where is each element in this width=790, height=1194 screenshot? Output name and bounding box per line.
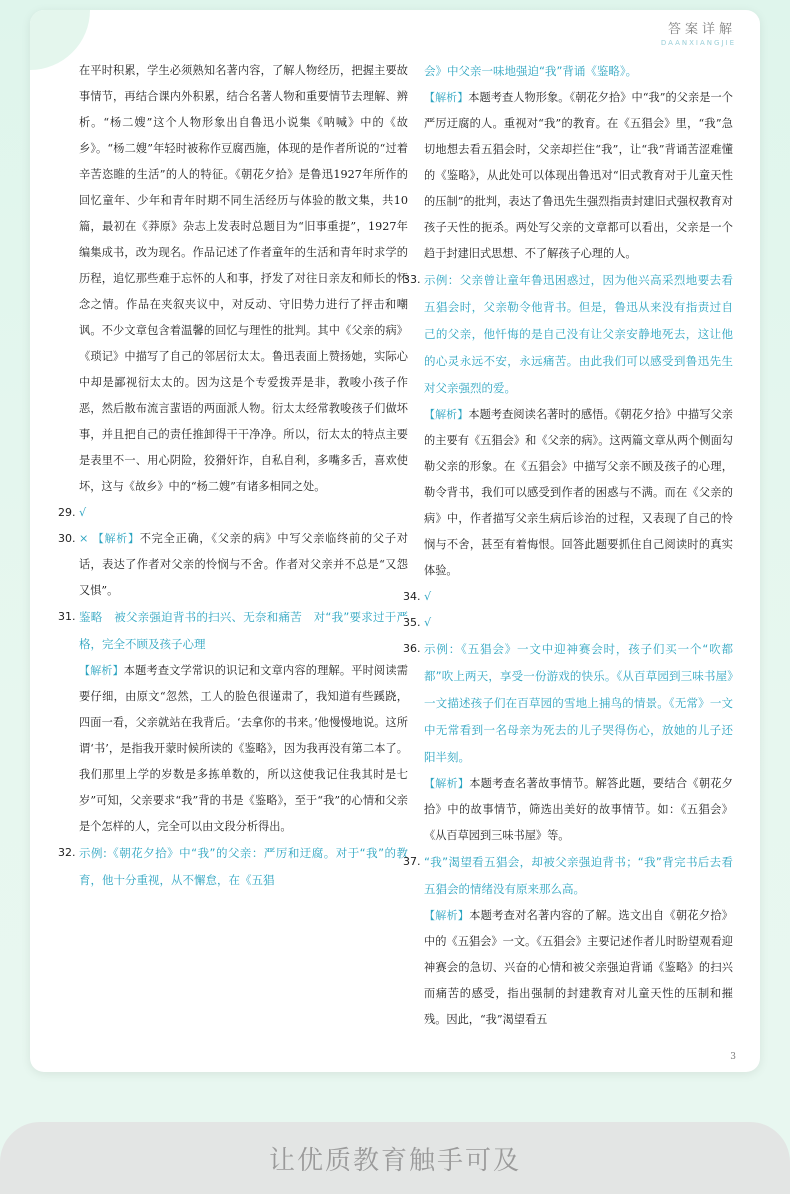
answer-text: 会》中父亲一味地强迫“我”背诵《鉴略》。: [424, 64, 638, 78]
question-number: 29.: [58, 506, 76, 519]
answer-36: [403, 636, 733, 849]
page-number: 3: [730, 1052, 736, 1062]
analysis-tag: 【解析】: [424, 909, 470, 922]
answer-34: [403, 584, 733, 610]
question-number: 31.: [58, 610, 76, 623]
analysis-text: 不完全正确，《父亲的病》中写父亲临终前的父子对话，表达了作者对父亲的怜悯与不舍。作者对父亲并不总是“又怨又惧”。: [79, 532, 408, 597]
answer-35: [403, 610, 733, 636]
question-number: 34.: [403, 590, 421, 603]
analysis-text: 本题考查阅读名著时的感悟。《朝花夕拾》中描写父亲的主要有《五猖会》和《父亲的病》。这两篇文章从两个侧面勾勒父亲的形象。在《五猖会》中描写父亲不顾及孩子的心理，勒令背书，我们可以感受到作者的困惑与不满。而在《父亲的病》中，作者描写父亲生病后诊治的过程，又表现了自己的怜悯与不舍，甚至有着悔恨。回答此题要抓住自己阅读时的真实体验。: [424, 408, 733, 577]
analysis-tag: 【解析】: [424, 777, 470, 790]
check-mark: √: [424, 616, 432, 629]
footer-banner: [0, 1122, 790, 1194]
right-column: [403, 58, 733, 1033]
answer-text: 鉴略 被父亲强迫背书的扫兴、无奈和痛苦 对“我”要求过于严格，完全不顾及孩子心理: [79, 610, 408, 651]
answer-text: “我”渴望看五猖会，却被父亲强迫背书；“我”背完书后去看五猖会的情绪没有原来那么高。: [424, 855, 733, 896]
analysis-text: 本题考查名著故事情节。解答此题，要结合《朝花夕拾》中的故事情节，筛选出美好的故事情节。如：《五猖会》《从百草园到三味书屋》等。: [424, 777, 733, 842]
question-number: 30.: [58, 532, 76, 545]
answer-32: [58, 840, 408, 894]
analysis-tag: 【解析】: [92, 532, 140, 545]
answer-29: [58, 500, 408, 526]
header-subtitle: DAANXIANGJIE: [660, 39, 736, 47]
answer-text: 示例：父亲曾让童年鲁迅困惑过，因为他兴高采烈地要去看五猖会时，父亲勒令他背书。但是，鲁迅从来没有指责过自己的父亲，他忏悔的是自己没有让父亲安静地死去，这让他的心灵永远不安，永远痛苦。由此我们可以感受到鲁迅先生对父亲强烈的爱。: [424, 273, 733, 395]
question-number: 33.: [403, 273, 421, 286]
answer-page: [30, 10, 760, 1072]
answer-37: [403, 849, 733, 1033]
analysis-text: 本题考查对名著内容的了解。选文出自《朝花夕拾》中的《五猖会》一文。《五猖会》主要记述作者儿时盼望观看迎神赛会的急切、兴奋的心情和被父亲强迫背诵《鉴略》的扫兴而痛苦的感受，指出强制的封建教育对儿童天性的压制和摧残。因此，“我”渴望看五: [424, 909, 733, 1026]
question-number: 32.: [58, 846, 76, 859]
footer-slogan: 让优质教育触手可及: [268, 1145, 521, 1176]
answer-28-continuation: 在平时积累，学生必须熟知名著内容，了解人物经历，把握主要故事情节，再结合课内外积累，结合名著人物和重要情节去理解、辨析。“杨二嫂”这个人物形象出自鲁迅小说集《呐喊》中的《故乡》。“杨二嫂”年轻时被称作豆腐西施，体现的是作者所说的“过着辛苦恣睢的生活”的人的特征。《朝花夕拾》是鲁迅1927年所作的回忆童年、少年和青年时期不同生活经历与体验的散文集，共10篇，最初在《莽原》杂志上发表时总题目为“旧事重提”，1927年编集成书，改为现名。作品记述了作者童年的生活和青年时求学的历程，追忆那些难于忘怀的人和事，抒发了对往日亲友和师长的怀念之情。作品在夹叙夹议中，对反动、守旧势力进行了抨击和嘲讽。不少文章包含着温馨的回忆与理性的批判。其中《父亲的病》《琐记》中描写了自己的邻居衍太太。鲁迅表面上赞扬她，实际心中却是鄙视衍太太的。因为这是个专爱拨弄是非，教唆小孩子作恶，然后散布流言蜚语的两面派人物。衍太太经常教唆孩子们做坏事，并且把自己的责任推卸得干干净净。所以，衍太太的特点主要是表里不一、用心阴险，狡猾奸诈，自私自利，多嘴多舌，喜欢使坏，这与《故乡》中的“杨二嫂”有诸多相同之处。: [79, 64, 408, 493]
check-mark: √: [79, 506, 87, 519]
answer-text: 示例:《朝花夕拾》中“我”的父亲：严厉和迂腐。对于“我”的教育，他十分重视，从不懈怠，在《五猖: [79, 846, 408, 887]
analysis-text: 本题考查文学常识的识记和文章内容的理解。平时阅读需要仔细，由原文“忽然，工人的脸色很谨肃了，我知道有些蹊跷，四面一看，父亲就站在我背后。‘去拿你的书来。’他慢慢地说。这所谓‘书’，是指我开蒙时候所读的《鉴略》，因为我再没有第二本了。我们那里上学的岁数是多拣单数的，所以这使我记住我其时是七岁”可知，父亲要求“我”背的书是《鉴略》，至于“我”的心情和父亲是个怎样的人，完全可以由文段分析得出。: [79, 664, 408, 833]
left-column: [58, 58, 408, 894]
analysis-tag: 【解析】: [79, 664, 124, 677]
answer-33: [403, 267, 733, 584]
question-number: 35.: [403, 616, 421, 629]
analysis-tag: 【解析】: [424, 91, 469, 104]
question-number: 36.: [403, 642, 421, 655]
analysis-tag: 【解析】: [424, 408, 469, 421]
answer-32-continuation: [403, 58, 733, 267]
header-title: 答案详解: [667, 22, 736, 37]
answer-31: [58, 604, 408, 840]
cross-mark: ×: [79, 532, 89, 545]
analysis-text: 本题考查人物形象。《朝花夕拾》中“我”的父亲是一个严厉迂腐的人。重视对“我”的教育。在《五猖会》里，“我”急切地想去看五猖会时，父亲却拦住“我”，让“我”背诵苦涩难懂的《鉴略》，从此处可以体现出鲁迅对“旧式教育对于儿童天性的压制”的批判，表达了鲁迅先生强烈指责封建旧式强权教育对孩子天性的扼杀。两处写父亲的文章都可以看出，父亲是一个趋于封建旧式思想、不了解孩子心理的人。: [424, 91, 733, 260]
check-mark: √: [424, 590, 432, 603]
question-number: 37.: [403, 855, 421, 868]
answer-text: 示例：《五猖会》一文中迎神赛会时，孩子们买一个“吹都都”吹上两天，享受一份游戏的快乐。《从百草园到三味书屋》一文描述孩子们在百草园的雪地上捕鸟的情景。《无常》一文中无常看到一名母亲为死去的儿子哭得伤心，放她的儿子还阳半刻。: [424, 642, 733, 764]
page-header: [661, 18, 736, 47]
answer-30: [58, 526, 408, 604]
